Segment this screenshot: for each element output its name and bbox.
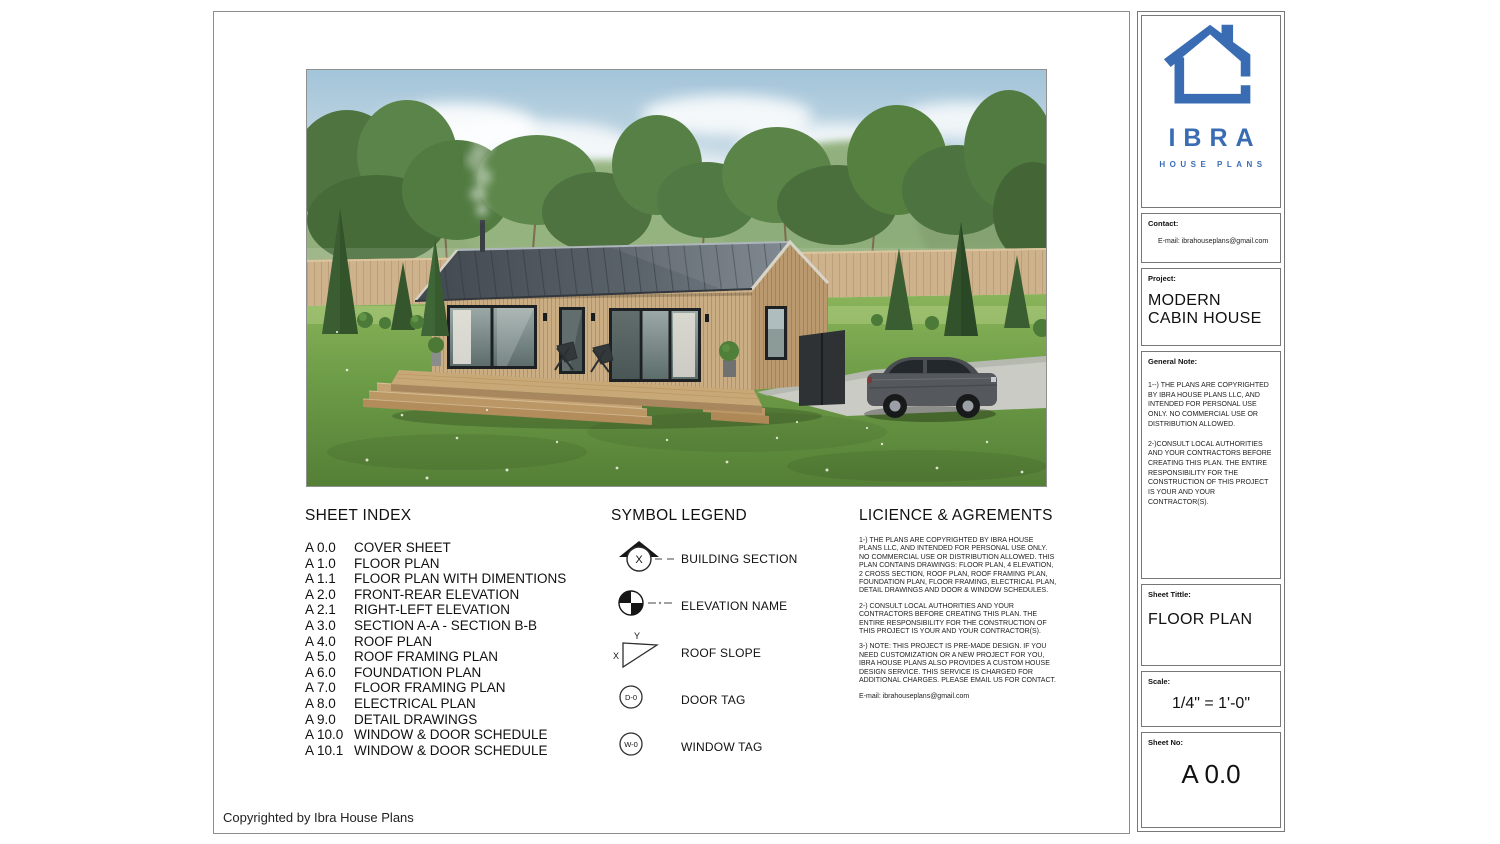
svg-text:X: X xyxy=(635,554,643,566)
sheet-index-row xyxy=(305,571,595,587)
license-paragraph-2: 2-) CONSULT LOCAL AUTHORITIES AND YOUR CONTRACTORS BEFORE CREATING THIS PLAN. THE ENTIRE RESPONSIBILITY FOR THE CONSTRUCTION OF THIS PROJECT IS YOUR AND YOUR CONTRACTOR(S). xyxy=(859,602,1047,636)
legend-label: ELEVATION NAME xyxy=(681,598,788,613)
general-note-paragraph-1: 1--) THE PLANS ARE COPYRIGHTED BY IBRA HOUSE PLANS LLC, AND INTENDED FOR PERSONAL USE ONLY. NO COMMERCIAL USE OR DISTRIBUTION ALLOWED. xyxy=(1148,382,1269,428)
sheet-index-title: SHEET INDEX xyxy=(305,507,412,524)
legend-row-door-tag xyxy=(611,679,846,720)
sheet-title-label: Sheet Tittle: xyxy=(1148,590,1191,599)
sheet-label: FLOOR PLAN WITH DIMENTIONS xyxy=(354,571,567,587)
general-note-box xyxy=(1141,351,1281,579)
svg-text:Y: Y xyxy=(633,631,641,641)
sheet-index-row xyxy=(305,540,595,556)
sheet-label: ROOF FRAMING PLAN xyxy=(354,649,499,665)
sheet-label: RIGHT-LEFT ELEVATION xyxy=(354,602,511,618)
sheet-index-row xyxy=(305,743,595,759)
cabin-render-illustration xyxy=(307,70,1046,486)
sheet-code: A 9.0 xyxy=(305,711,336,727)
sheet-index-row xyxy=(305,618,595,634)
brand-name: IBRA xyxy=(1168,124,1262,152)
sheet-index-row xyxy=(305,696,595,712)
sheet-number-value: A 0.0 xyxy=(1181,759,1241,789)
sheet-label: FOUNDATION PLAN xyxy=(354,664,482,680)
title-block xyxy=(1137,11,1285,832)
project-box xyxy=(1141,268,1281,346)
copyright-footer: Copyrighted by Ibra House Plans xyxy=(223,810,414,825)
sheet-code: A 4.0 xyxy=(305,633,336,649)
legend-row-building-section xyxy=(611,538,846,579)
svg-text:D-0: D-0 xyxy=(624,693,638,702)
project-name: MODERN CABIN HOUSE xyxy=(1148,292,1262,327)
ibra-house-logo-icon xyxy=(1163,21,1259,111)
contact-box xyxy=(1141,213,1281,263)
sheet-code: A 6.0 xyxy=(305,664,336,680)
sheet-code: A 3.0 xyxy=(305,617,336,633)
svg-text:X: X xyxy=(613,651,620,661)
legend-row-elevation xyxy=(611,585,846,626)
sheet-number-box xyxy=(1141,732,1281,828)
license-paragraph-1: 1-) THE PLANS ARE COPYRIGHTED BY IBRA HOUSE PLANS LLC, AND INTENDED FOR PERSONAL USE ONLY. NO COMMERCIAL USE OR DISTRIBUTION ALLOWED. THIS PLAN CONTAINS DRAWINGS: FLOOR PLAN, 4 ELEVATION, 2 CROSS SECTION, ROOF PLAN, ROOF FRAMING PLAN, FOUNDATION PLAN, FLOOR FRAMING, ELECTRICAL PLAN, DETAIL DRAWINGS AND DOOR & WINDOW SCHEDULES. xyxy=(859,537,1057,595)
legend-label: WINDOW TAG xyxy=(681,739,763,754)
sheet-code: A 10.1 xyxy=(305,742,344,758)
sheet-label: SECTION A-A - SECTION B-B xyxy=(354,617,538,633)
sheet-code: A 10.0 xyxy=(305,727,344,743)
project-label: Project: xyxy=(1148,274,1176,283)
sheet-index-row xyxy=(305,665,595,681)
license-title: LICIENCE & AGREMENTS xyxy=(859,507,1053,524)
roof-slope-symbol-icon xyxy=(611,628,681,677)
scale-value: 1/4" = 1'-0" xyxy=(1171,695,1250,712)
sheet-code: A 0.0 xyxy=(305,540,336,555)
sheet-label: WINDOW & DOOR SCHEDULE xyxy=(354,727,548,743)
sheet-title-box xyxy=(1141,584,1281,666)
symbol-legend-title: SYMBOL LEGEND xyxy=(611,507,747,524)
sheet-label: ELECTRICAL PLAN xyxy=(354,695,476,711)
contact-label: Contact: xyxy=(1148,219,1179,228)
sheet-number-label: Sheet No: xyxy=(1148,738,1184,747)
cover-sheet-page xyxy=(213,11,1130,834)
sheet-label: ROOF PLAN xyxy=(354,633,433,649)
license-paragraph-3: 3-) NOTE: THIS PROJECT IS PRE-MADE DESIGN. IF YOU NEED CUSTOMIZATION OR A NEW PROJECT FOR YOU, IBRA HOUSE PLANS ALSO PROVIDES A CUSTOM HOUSE DESIGN SERVICE. THIS SERVICE IS CHARGED FOR ADDITIONAL CHARGES. PLEASE EMAIL US FOR CONTACT. xyxy=(859,643,1056,685)
legend-row-window-tag xyxy=(611,726,846,767)
hero-render xyxy=(306,69,1047,487)
sheet-index-row xyxy=(305,602,595,618)
sheet-title-value: FLOOR PLAN xyxy=(1148,611,1253,628)
elevation-name-symbol-icon xyxy=(611,583,681,628)
sheet-index-row xyxy=(305,634,595,650)
brand-tagline: HOUSE PLANS xyxy=(1159,160,1267,169)
sheet-code: A 8.0 xyxy=(305,695,336,711)
sheet-code: A 5.0 xyxy=(305,649,336,665)
scale-box xyxy=(1141,671,1281,727)
legend-label: DOOR TAG xyxy=(681,692,746,707)
window-tag-symbol-icon xyxy=(611,724,681,769)
sheet-code: A 2.1 xyxy=(305,602,336,618)
sheet-code: A 7.0 xyxy=(305,680,336,696)
door-tag-symbol-icon xyxy=(611,677,681,722)
sheet-index-row xyxy=(305,587,595,603)
sheet-index-row xyxy=(305,680,595,696)
sheet-code: A 1.0 xyxy=(305,555,336,571)
license-section xyxy=(859,507,1057,708)
general-note-label: General Note: xyxy=(1148,357,1198,366)
gable-window xyxy=(765,306,787,360)
sheet-code: A 1.1 xyxy=(305,571,336,587)
sheet-index-row xyxy=(305,712,595,728)
svg-text:W-0: W-0 xyxy=(624,740,638,749)
contact-email: E-mail: ibrahouseplans@gmail.com xyxy=(1158,238,1269,245)
legend-label: ROOF SLOPE xyxy=(681,645,762,660)
logo-box xyxy=(1141,15,1281,208)
sheet-label: DETAIL DRAWINGS xyxy=(354,711,478,727)
sheet-index-section xyxy=(305,507,595,758)
sheet-label: FLOOR PLAN xyxy=(354,555,440,571)
symbol-legend-section xyxy=(611,507,846,773)
sheet-label: WINDOW & DOOR SCHEDULE xyxy=(354,742,548,758)
legend-label: BUILDING SECTION xyxy=(681,551,798,566)
sheet-index-list xyxy=(305,540,595,758)
sheet-label: FRONT-REAR ELEVATION xyxy=(354,586,520,602)
license-email: E-mail: ibrahouseplans@gmail.com xyxy=(859,692,970,700)
sheet-index-row xyxy=(305,556,595,572)
sheet-index-row xyxy=(305,649,595,665)
sheet-index-row xyxy=(305,727,595,743)
sheet-label: COVER SHEET xyxy=(354,540,451,555)
scale-label: Scale: xyxy=(1148,677,1171,686)
general-note-paragraph-2: 2-)CONSULT LOCAL AUTHORITIES AND YOUR CONTRACTORS BEFORE CREATING THIS PLAN. THE ENTIRE RESPONSIBILITY FOR THE CONSTRUCTION OF THIS PROJECT IS YOUR AND YOUR CONTRACTOR(S). xyxy=(1148,440,1272,506)
sheet-label: FLOOR FRAMING PLAN xyxy=(354,680,506,696)
legend-row-roof-slope xyxy=(611,632,846,673)
sheet-code: A 2.0 xyxy=(305,586,336,602)
building-section-symbol-icon xyxy=(611,536,681,581)
